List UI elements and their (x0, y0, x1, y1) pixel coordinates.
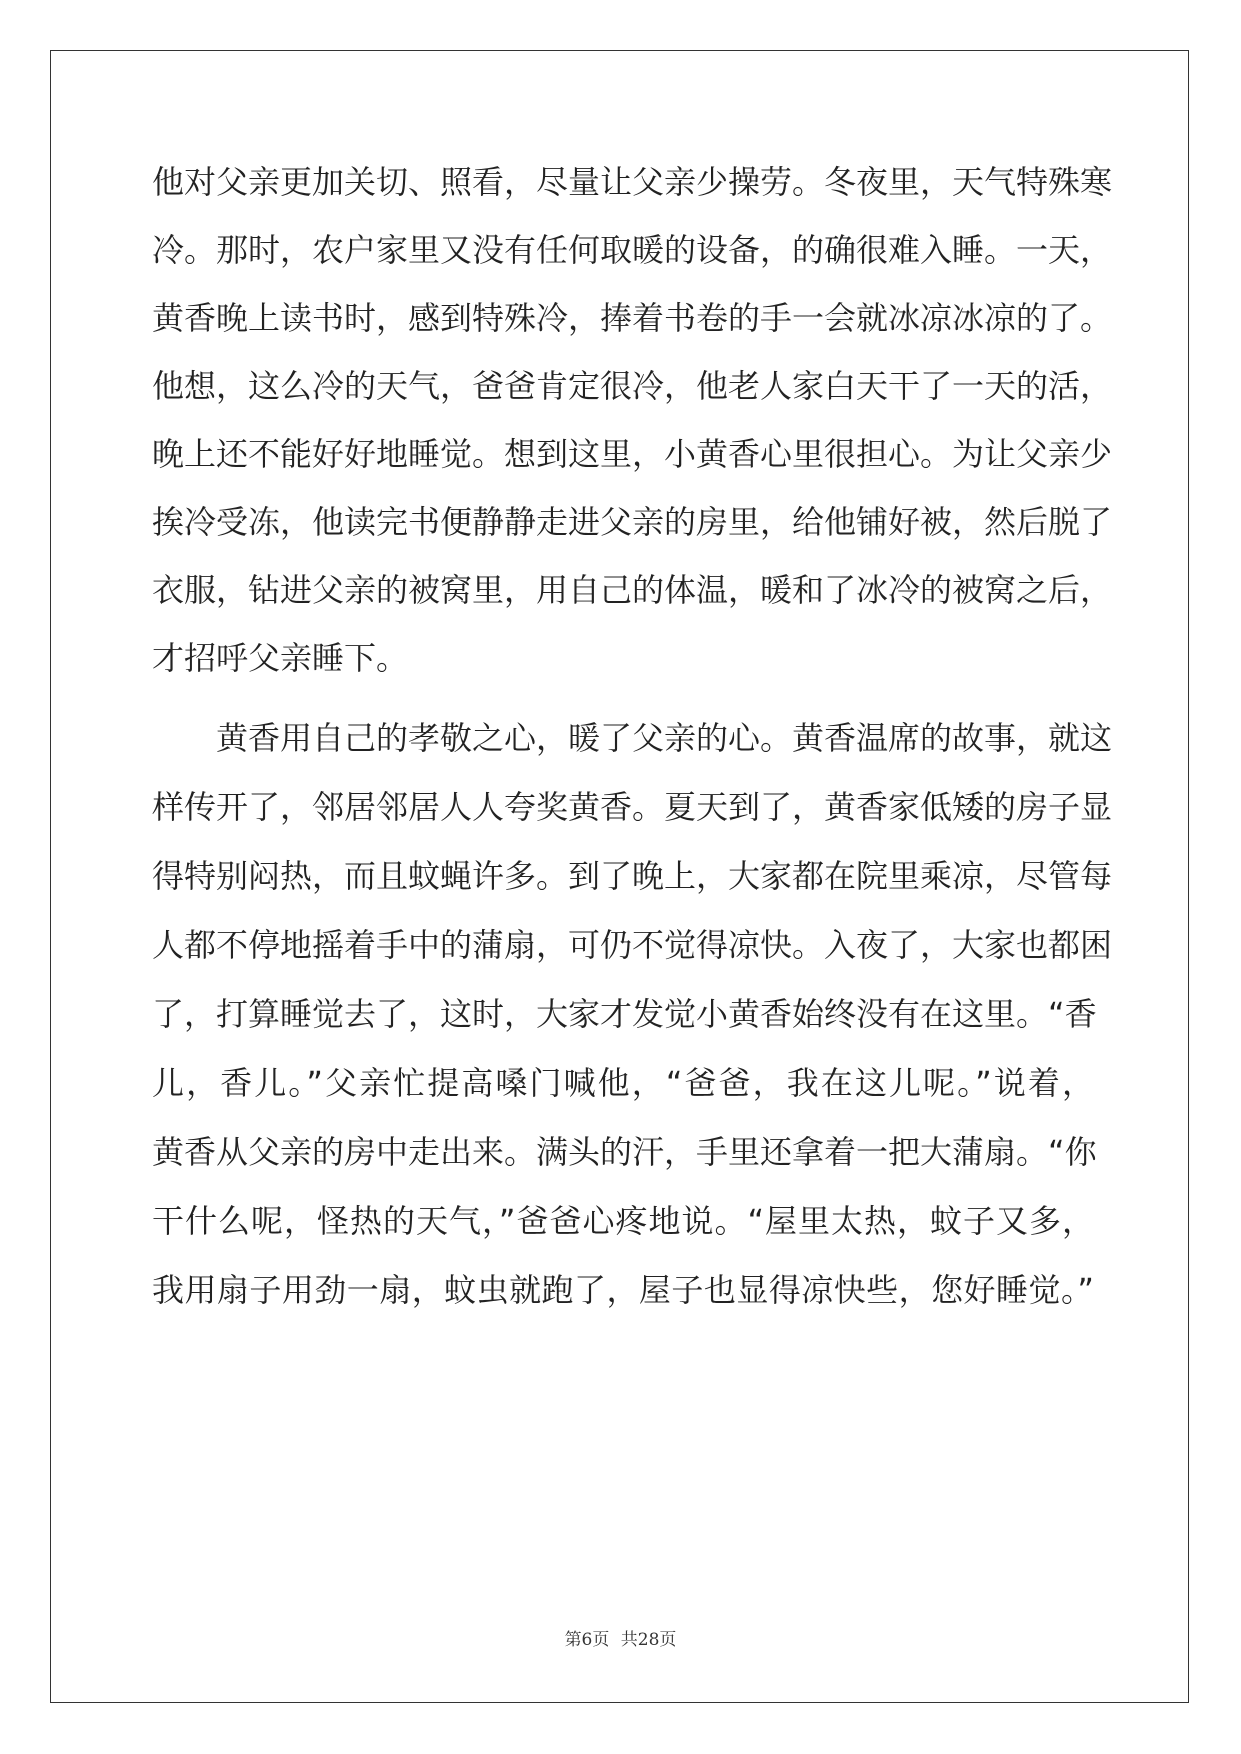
text-line: 黄香晚上读书时，感到特殊冷，捧着书卷的手一会就冰凉冰凉的了。 (152, 299, 1113, 337)
text-line: 他想，这么冷的天气，爸爸肯定很冷，他老人家白天干了一天的活， (152, 367, 1113, 405)
text-line: 人都不停地摇着手中的蒲扇，可仍不觉得凉快。入夜了，大家也都困 (152, 926, 1113, 964)
text-line: 挨冷受冻，他读完书便静静走进父亲的房里，给他铺好被，然后脱了 (152, 503, 1113, 541)
text-line: 得特别闷热，而且蚊蝇许多。到了晚上，大家都在院里乘凉，尽管每 (152, 857, 1113, 895)
text-line: 样传开了，邻居邻居人人夸奖黄香。夏天到了，黄香家低矮的房子显 (152, 788, 1113, 826)
text-line: 我用扇子用劲一扇，蚊虫就跑了，屋子也显得凉快些，您好睡觉。” (152, 1271, 1094, 1309)
page-number: 第6页 共28页 (564, 1630, 677, 1650)
text-line: 衣服，钻进父亲的被窝里，用自己的体温，暖和了冰冷的被窝之后， (152, 571, 1113, 609)
text-line: 干什么呢，怪热的天气，”爸爸心疼地说。“屋里太热，蚊子又多， (152, 1202, 1094, 1240)
text-line: 黄香用自己的孝敬之心，暖了父亲的心。黄香温席的故事，就这 (216, 719, 1113, 757)
text-line: 晚上还不能好好地睡觉。想到这里，小黄香心里很担心。为让父亲少 (152, 435, 1113, 473)
text-line: 了，打算睡觉去了，这时，大家才发觉小黄香始终没有在这里。“香 (152, 995, 1097, 1033)
text-line: 黄香从父亲的房中走出来。满头的汗，手里还拿着一把大蒲扇。“你 (152, 1133, 1097, 1171)
text-line: 他对父亲更加关切、照看，尽量让父亲少操劳。冬夜里，天气特殊寒 (152, 163, 1113, 201)
text-line: 冷。那时，农户家里又没有任何取暖的设备，的确很难入睡。一天， (152, 231, 1113, 269)
text-line: 才招呼父亲睡下。 (152, 639, 409, 677)
text-line: 儿，香儿。”父亲忙提高嗓门喊他，“爸爸，我在这儿呢。”说着， (152, 1064, 1094, 1102)
